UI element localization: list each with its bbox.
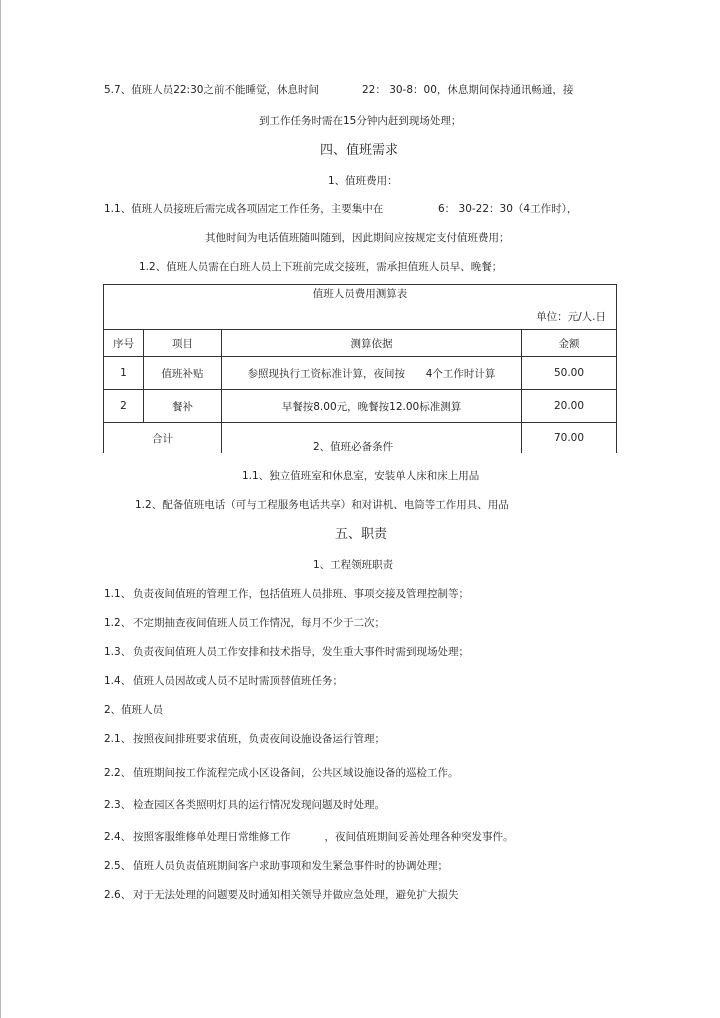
page-edge xyxy=(0,0,1,1018)
para-5-7-line1-start: 5.7、值班人员22:30之前不能睡觉，休息时间 xyxy=(104,84,319,96)
para-1-2: 1.2、值班人员需在白班人员上下班前完成交接班，需承担值班人员早、晚餐； xyxy=(139,261,503,273)
staff-duty-item xyxy=(104,732,385,746)
table-unit: 单位：元/人.日 xyxy=(104,303,617,330)
staff-duty-item xyxy=(104,888,459,902)
row-amount: 50.00 xyxy=(522,357,617,390)
fee-estimate-table xyxy=(103,284,617,453)
duty-number: 2.3、 xyxy=(104,799,132,811)
duty-text-continued: ，夜间值班期间妥善处理各种突发事件。 xyxy=(324,831,514,843)
section-4-title: 四、值班需求 xyxy=(320,143,399,158)
row-basis-part2: 4个工作时计算 xyxy=(425,367,496,380)
duty-number: 1.3、 xyxy=(104,646,132,658)
requirement-2: 1.2、配备值班电话（可与工程服务电话共享）和对讲机、电筒等工作用具、用品 xyxy=(135,499,509,511)
row-item: 值班补贴 xyxy=(144,357,222,390)
para-5-7-line2: 到工作任务时需在15分钟内赶到现场处理； xyxy=(259,115,462,127)
duty-text: 检查园区各类照明灯具的运行情况发现问题及时处理。 xyxy=(133,799,385,811)
staff-duty-item xyxy=(104,830,514,844)
row-seq: 1 xyxy=(104,357,144,390)
total-amount: 70.00 xyxy=(522,423,617,454)
row-basis: 早餐按8.00元，晚餐按12.00标准测算 xyxy=(222,390,522,423)
section-5-title: 五、职责 xyxy=(335,527,388,542)
duty-number: 1.1、 xyxy=(104,588,132,600)
duty-text: 值班人员负责值班期间客户求助事项和发生紧急事件时的协调处理； xyxy=(133,860,448,872)
total-label: 合计 xyxy=(104,423,222,454)
subheading-requirements: 2、值班必备条件 xyxy=(313,441,394,453)
row-basis-part1: 参照现执行工资标准计算，夜间按 xyxy=(247,367,406,380)
duty-number: 2.2、 xyxy=(104,767,132,779)
duty-item xyxy=(104,645,469,659)
table-caption: 值班人员费用测算表 xyxy=(104,285,617,304)
table-row xyxy=(104,357,617,390)
subheading-foreman-duties: 1、工程领班职责 xyxy=(313,559,394,571)
duty-text: 按照夜间排班要求值班，负责夜间设施设备运行管理； xyxy=(133,733,385,745)
header-seq: 序号 xyxy=(104,330,144,357)
requirement-1: 1.1、独立值班室和休息室，安装单人床和床上用品 xyxy=(242,470,480,482)
duty-text: 负责夜间值班人员工作安排和技术指导，发生重大事件时需到现场处理； xyxy=(133,646,469,658)
header-amount: 金额 xyxy=(522,330,617,357)
subheading-duty-staff: 2、值班人员 xyxy=(104,704,164,716)
duty-item xyxy=(104,587,469,601)
table-header-row xyxy=(104,330,617,357)
duty-text: 对于无法处理的问题要及时通知相关领导并做应急处理，避免扩大损失 xyxy=(133,889,459,901)
row-seq: 2 xyxy=(104,390,144,423)
duty-number: 1.2、 xyxy=(104,617,132,629)
duty-text: 值班人员因故或人员不足时需顶替值班任务； xyxy=(133,675,343,687)
staff-duty-item xyxy=(104,859,448,873)
duty-text: 按照客服维修单处理日常维修工作 xyxy=(133,831,291,843)
duty-item xyxy=(104,616,385,630)
duty-item xyxy=(104,674,343,688)
duty-number: 2.6、 xyxy=(104,889,132,901)
duty-text: 不定期抽查夜间值班人员工作情况，每月不少于二次； xyxy=(133,617,385,629)
staff-duty-item xyxy=(104,766,459,780)
para-1-1-line1-end: 6： 30-22：30（4工作时）， xyxy=(438,203,578,215)
row-item: 餐补 xyxy=(144,390,222,423)
duty-text: 值班期间按工作流程完成小区设备间，公共区域设施设备的巡检工作。 xyxy=(133,767,459,779)
para-5-7-line1-end: 22： 30-8：00，休息期间保持通讯畅通，接 xyxy=(362,84,574,96)
duty-number: 2.5、 xyxy=(104,860,132,872)
subheading-duty-fee: 1、值班费用： xyxy=(328,175,398,187)
staff-duty-item xyxy=(104,798,385,812)
duty-number: 1.4、 xyxy=(104,675,132,687)
duty-number: 2.4、 xyxy=(104,831,132,843)
header-item: 项目 xyxy=(144,330,222,357)
row-amount: 20.00 xyxy=(522,390,617,423)
row-basis xyxy=(222,357,522,390)
header-basis: 测算依据 xyxy=(222,330,522,357)
para-1-1-line2: 其他时间为电话值班随叫随到，因此期间应按规定支付值班费用； xyxy=(205,232,510,244)
table-row xyxy=(104,390,617,423)
duty-text: 负责夜间值班的管理工作，包括值班人员排班、事项交接及管理控制等； xyxy=(133,588,469,600)
duty-number: 2.1、 xyxy=(104,733,132,745)
para-1-1-line1-start: 1.1、值班人员接班后需完成各项固定工作任务，主要集中在 xyxy=(104,203,384,215)
